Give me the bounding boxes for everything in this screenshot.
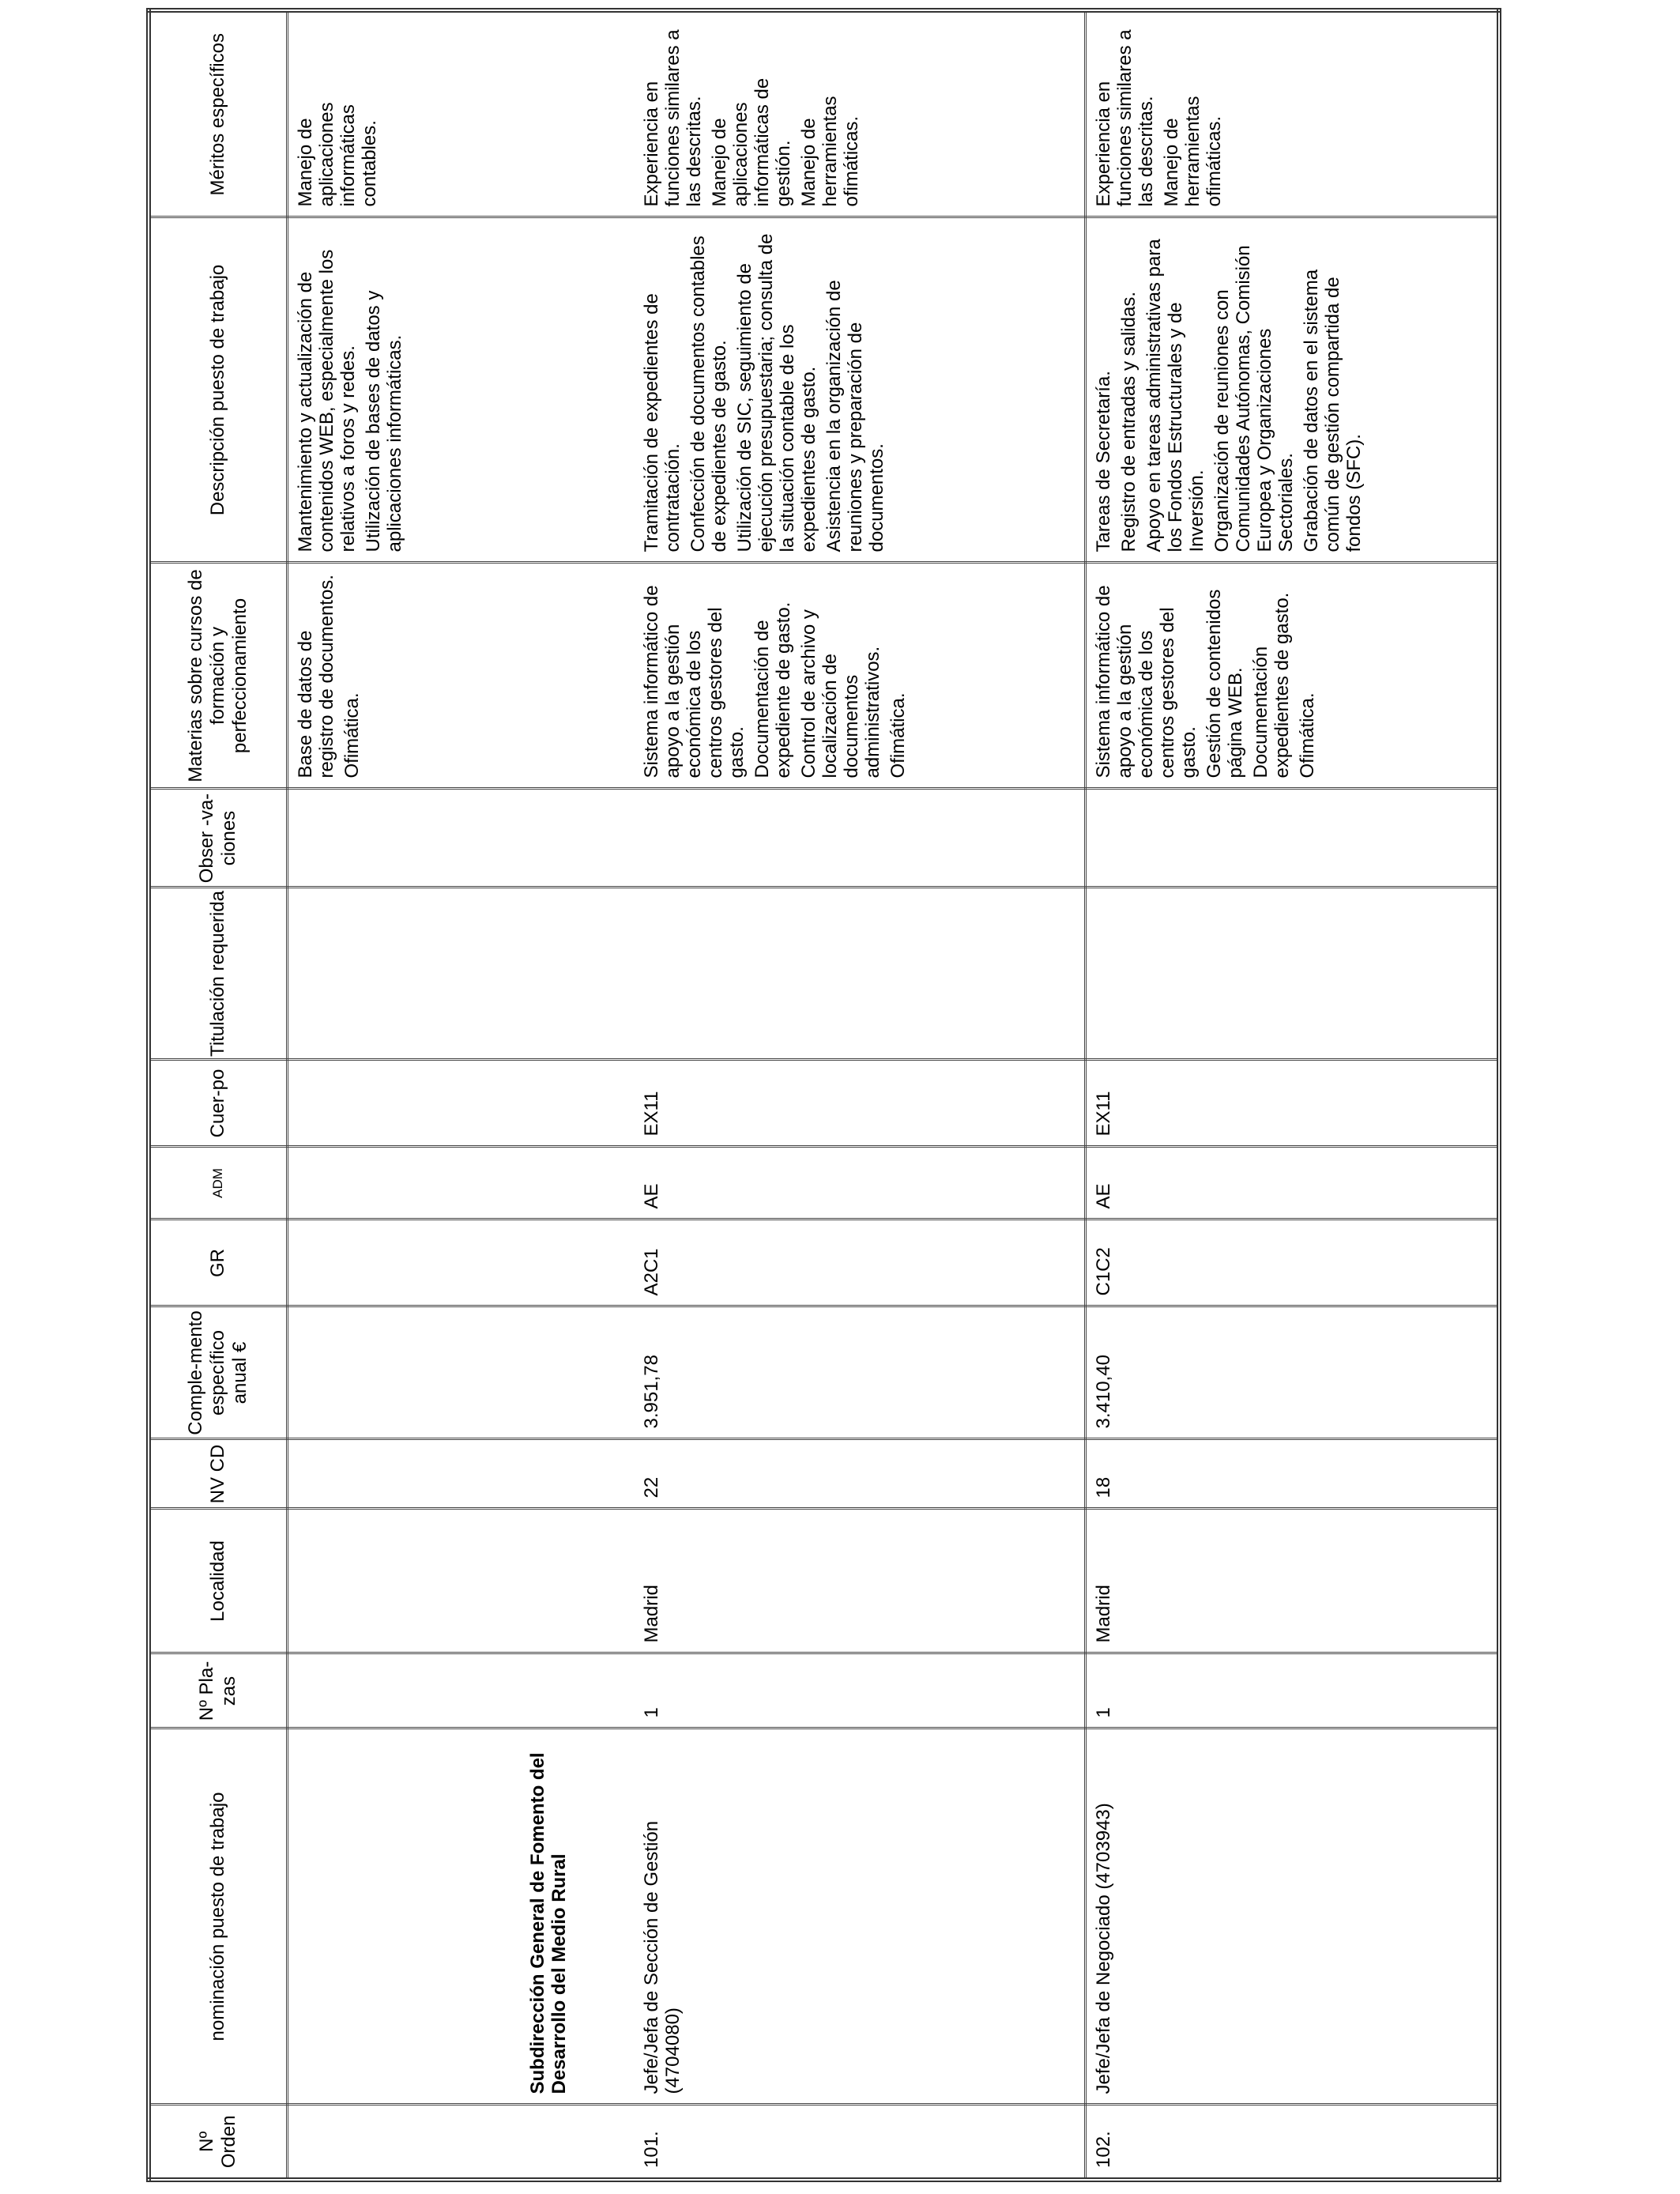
cell-paragraph: Manejo de herramientas ofimáticas. [1160, 96, 1225, 207]
section-descripcion [288, 219, 416, 562]
header-observaciones: Obser -va-ciones [149, 789, 287, 888]
cell-paragraph: Ofimática. [1296, 692, 1318, 778]
header-cuerpo: Cuer-po [149, 1060, 287, 1147]
row-plazas: 1 [1092, 1707, 1114, 1718]
row-denominacion: Jefe/Jefa de Negociado (4703943) [1092, 1803, 1114, 2094]
row-meritos [1087, 13, 1235, 217]
cell-paragraph: Manejo de aplicaciones informáticas contables. [294, 102, 380, 207]
cell-paragraph: Sistema informático de apoyo a la gestión económica de los centros gestores del gasto. [1092, 585, 1200, 778]
row-plazas: 1 [641, 1707, 662, 1718]
row-materias [635, 564, 919, 788]
cell-paragraph: Registro de entradas y salidas. [1117, 291, 1139, 552]
cell-paragraph: Utilización de bases de datos y aplicaciones informáticas. [362, 290, 405, 552]
section-row [287, 10, 635, 2180]
row-descripcion [635, 219, 898, 562]
header-nivel: NV CD [149, 1439, 287, 1509]
row-observaciones [1087, 790, 1099, 887]
row-complemento: 3.410,40 [1092, 1355, 1114, 1429]
header-materias: Materias sobre cursos de formación y perfeccionamiento [149, 563, 287, 789]
cell-paragraph: Ofimática. [887, 692, 909, 778]
row-complemento: 3.951,78 [641, 1355, 662, 1429]
header-complemento: Comple-mento específico anual € [149, 1306, 287, 1439]
cell-paragraph: Experiencia en funciones similares a las descritas. [641, 29, 705, 207]
row-orden: 102. [1092, 2131, 1114, 2168]
cell-paragraph: Confección de documentos contables de expedientes de gasto. [687, 236, 730, 552]
table-header-row [149, 10, 287, 2180]
header-meritos: Méritos específicos [149, 10, 287, 217]
header-grupo: GR [149, 1220, 287, 1306]
row-cuerpo: EX11 [641, 1091, 662, 1137]
cell-paragraph: Sistema informático de apoyo a la gestión económica de los centros gestores del gasto. [641, 585, 748, 778]
header-localidad: Localidad [149, 1509, 287, 1653]
section-meritos [288, 13, 390, 217]
row-grupo: C1C2 [1092, 1247, 1114, 1296]
cell-paragraph: Grabación de datos en el sistema común de gestión compartida de fondos (SFC). [1300, 269, 1365, 552]
header-orden: Nº Orden [149, 2105, 287, 2180]
row-denominacion: Jefe/Jefa de Sección de Gestión (4704080) [641, 1820, 684, 2094]
row-localidad: Madrid [1092, 1585, 1114, 1643]
cell-paragraph: Manejo de herramientas ofimáticas. [798, 96, 862, 207]
section-title: Subdirección General de Fomento del Desarrollo del Medio Rural [526, 1752, 570, 2094]
section-materias [288, 564, 373, 788]
cell-paragraph: Mantenimiento y actualización de contenidos WEB, especialmente los relativos a foros y redes. [294, 249, 359, 552]
row-orden: 101. [641, 2131, 662, 2168]
row-adm: AE [641, 1183, 662, 1209]
header-denominacion: nominación puesto de trabajo [149, 1728, 287, 2105]
row-grupo: A2C1 [641, 1248, 662, 1296]
cell-paragraph: Asistencia en la organización de reuniones y preparación de documentos. [823, 280, 887, 552]
row-nivel: 18 [1092, 1476, 1114, 1498]
table-row [635, 10, 1085, 2180]
cell-paragraph: Control de archivo y localización de documentos administrativos. [798, 609, 883, 778]
cell-paragraph: Documentación de expediente de gasto. [751, 601, 794, 778]
row-observaciones [635, 790, 647, 887]
cell-paragraph: Utilización de SIC, seguimiento de ejecución presupuestaria; consulta de la situación contable de los expedientes de gasto. [734, 233, 819, 552]
cell-paragraph: Organización de reuniones con Comunidades Autónomas, Comisión Europea y Organizaciones Sectoriales. [1211, 245, 1297, 552]
cell-paragraph: Ofimática. [341, 692, 363, 778]
row-nivel: 22 [641, 1476, 662, 1498]
cell-paragraph: Apoyo en tareas administrativas para los Fondos Estructurales y de Inversión. [1143, 239, 1207, 552]
row-titulacion [1087, 889, 1099, 1059]
cell-paragraph: Experiencia en funciones similares a las descritas. [1092, 29, 1157, 207]
header-titulacion: Titulación requerida [149, 888, 287, 1060]
header-descripcion: Descripción puesto de trabajo [149, 217, 287, 563]
header-plazas: Nº Pla-zas [149, 1653, 287, 1728]
row-descripcion [1087, 219, 1375, 562]
table-row [1085, 10, 1499, 2180]
cell-paragraph: Tramitación de expedientes de contratación. [641, 293, 684, 552]
job-positions-table [146, 8, 1501, 2182]
cell-paragraph: Base de datos de registro de documentos. [294, 575, 337, 778]
row-materias [1087, 564, 1328, 788]
header-adm: ADM [149, 1147, 287, 1220]
cell-paragraph: Documentación expedientes de gasto. [1249, 592, 1293, 778]
row-adm: AE [1092, 1183, 1114, 1209]
cell-paragraph: Gestión de contenidos página WEB. [1203, 589, 1246, 778]
cell-paragraph: Manejo de aplicaciones informáticas de gestión. [709, 77, 794, 207]
cell-paragraph: Tareas de Secretaría. [1092, 371, 1114, 552]
row-meritos [635, 13, 872, 217]
row-cuerpo: EX11 [1092, 1091, 1114, 1137]
row-localidad: Madrid [641, 1585, 662, 1643]
row-titulacion [635, 889, 647, 1059]
